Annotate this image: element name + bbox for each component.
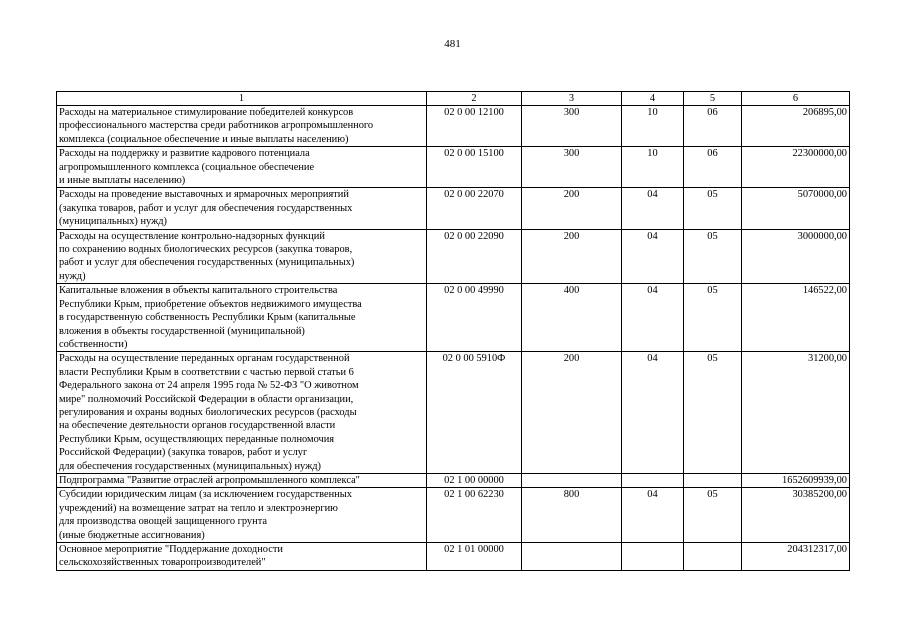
table-row — [57, 473, 850, 487]
row-code: 02 0 00 49990 — [427, 284, 522, 352]
table-row — [57, 352, 850, 474]
row-section — [622, 473, 684, 487]
column-header-section: 4 — [622, 92, 684, 106]
row-name: Расходы на осуществление переданных органам государственной власти Республики Крым в соответствии с частью первой статьи 6 Федерального закона от 24 апреля 1995 года № 52-ФЗ "О животном мире" полномочий Российской Федерации в области организации, регулирования и охраны водных биологических ресурсов (расходы на обеспечение деятельности органов государственной власти Республики Крым, осуществляющих переданные полномочия Российской Федерации) (закупка товаров, работ и услуг для обеспечения государственных (муниципальных) нужд) — [57, 352, 427, 474]
row-subsection: 05 — [684, 488, 742, 543]
row-section: 04 — [622, 352, 684, 474]
column-header-expense-type: 3 — [522, 92, 622, 106]
row-expense-type: 400 — [522, 284, 622, 352]
row-subsection — [684, 473, 742, 487]
row-expense-type: 300 — [522, 106, 622, 147]
column-header-subsection: 5 — [684, 92, 742, 106]
table-row — [57, 106, 850, 147]
row-name: Расходы на поддержку и развитие кадрового потенциала агропромышленного комплекса (социальное обеспечение и иные выплаты населению) — [57, 147, 427, 188]
row-code: 02 0 00 22070 — [427, 188, 522, 229]
row-subsection — [684, 543, 742, 571]
row-name: Субсидии юридическим лицам (за исключением государственных учреждений) на возмещение затрат на тепло и электроэнергию для производства овощей защищенного грунта (иные бюджетные ассигнования) — [57, 488, 427, 543]
row-code: 02 0 00 15100 — [427, 147, 522, 188]
header-row — [57, 92, 850, 106]
row-sum: 31200,00 — [742, 352, 850, 474]
page-number: 481 — [444, 38, 461, 50]
row-section: 10 — [622, 106, 684, 147]
row-section: 04 — [622, 488, 684, 543]
row-section: 04 — [622, 229, 684, 284]
table-header — [57, 92, 850, 106]
table-row — [57, 147, 850, 188]
row-expense-type: 300 — [522, 147, 622, 188]
column-header-code: 2 — [427, 92, 522, 106]
row-sum: 3000000,00 — [742, 229, 850, 284]
row-section: 10 — [622, 147, 684, 188]
row-section: 04 — [622, 284, 684, 352]
table-row — [57, 543, 850, 571]
row-expense-type — [522, 473, 622, 487]
row-subsection: 05 — [684, 352, 742, 474]
row-name: Расходы на материальное стимулирование победителей конкурсов профессионального мастерства среди работников агропромышленного комплекса (социальное обеспечение и иные выплаты населению) — [57, 106, 427, 147]
row-expense-type — [522, 543, 622, 571]
row-subsection: 05 — [684, 284, 742, 352]
table-body — [57, 106, 850, 571]
row-expense-type: 800 — [522, 488, 622, 543]
row-code: 02 1 00 00000 — [427, 473, 522, 487]
row-sum: 5070000,00 — [742, 188, 850, 229]
column-header-name: 1 — [57, 92, 427, 106]
row-code: 02 0 00 22090 — [427, 229, 522, 284]
row-sum: 146522,00 — [742, 284, 850, 352]
row-expense-type: 200 — [522, 229, 622, 284]
row-section — [622, 543, 684, 571]
row-sum: 22300000,00 — [742, 147, 850, 188]
row-name: Расходы на осуществление контрольно-надзорных функций по сохранению водных биологических ресурсов (закупка товаров, работ и услуг для обеспечения государственных (муниципальных) нужд) — [57, 229, 427, 284]
table-row — [57, 488, 850, 543]
row-code: 02 0 00 5910Ф — [427, 352, 522, 474]
row-sum: 204312317,00 — [742, 543, 850, 571]
row-subsection: 05 — [684, 229, 742, 284]
row-code: 02 1 01 00000 — [427, 543, 522, 571]
row-section: 04 — [622, 188, 684, 229]
row-name: Основное мероприятие "Поддержание доходности сельскохозяйственных товаропроизводителей" — [57, 543, 427, 571]
budget-table — [56, 91, 850, 571]
row-subsection: 05 — [684, 188, 742, 229]
row-expense-type: 200 — [522, 352, 622, 474]
table-row — [57, 284, 850, 352]
row-name: Расходы на проведение выставочных и ярмарочных мероприятий (закупка товаров, работ и услуг для обеспечения государственных (муниципальных) нужд) — [57, 188, 427, 229]
row-sum: 206895,00 — [742, 106, 850, 147]
row-subsection: 06 — [684, 106, 742, 147]
table-row — [57, 188, 850, 229]
row-sum: 30385200,00 — [742, 488, 850, 543]
row-expense-type: 200 — [522, 188, 622, 229]
row-name: Капитальные вложения в объекты капитального строительства Республики Крым, приобретение объектов недвижимого имущества в государственную собственность Республики Крым (капитальные вложения в объекты государственной (муниципальной) собственности) — [57, 284, 427, 352]
column-header-sum: 6 — [742, 92, 850, 106]
table-row — [57, 229, 850, 284]
row-code: 02 1 00 62230 — [427, 488, 522, 543]
row-subsection: 06 — [684, 147, 742, 188]
row-name: Подпрограмма "Развитие отраслей агропромышленного комплекса" — [57, 473, 427, 487]
row-code: 02 0 00 12100 — [427, 106, 522, 147]
row-sum: 1652609939,00 — [742, 473, 850, 487]
